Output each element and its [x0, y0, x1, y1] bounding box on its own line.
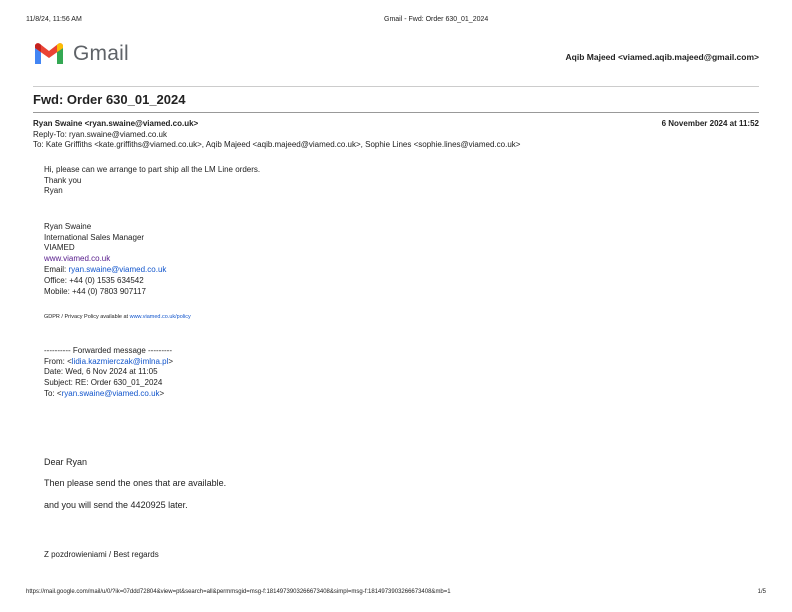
reply-line: Then please send the ones that are available. [44, 478, 227, 488]
signature-name: Ryan Swaine [44, 222, 92, 231]
reply-line: and you will send the 4420925 later. [44, 500, 188, 510]
body-line: Thank you [44, 175, 82, 185]
print-datetime: 11/8/24, 11:56 AM [26, 16, 82, 23]
account-email: Aqib Majeed <viamed.aqib.majeed@gmail.com> [565, 52, 759, 62]
gdpr-label: GDPR / Privacy Policy available at [44, 314, 130, 320]
forwarded-from-label: From: < [44, 356, 72, 366]
footer-page-number: 1/5 [757, 589, 766, 595]
gdpr-notice [44, 314, 191, 320]
gmail-wordmark: Gmail [73, 42, 129, 65]
forwarded-to-link[interactable]: ryan.swaine@viamed.co.uk [61, 389, 160, 398]
forwarded-subject: Subject: RE: Order 630_01_2024 [44, 378, 163, 387]
email-subject: Fwd: Order 630_01_2024 [33, 92, 186, 107]
sender: Ryan Swaine <ryan.swaine@viamed.co.uk> [33, 119, 199, 128]
reply-to: Reply-To: ryan.swaine@viamed.co.uk [33, 129, 167, 139]
message-date: 6 November 2024 at 11:52 [661, 119, 759, 128]
reply-closing: Z pozdrowieniami / Best regards [44, 550, 159, 559]
signature-mobile: Mobile: +44 (0) 7803 907117 [44, 287, 146, 296]
forwarded-header: ---------- Forwarded message --------- [44, 346, 172, 355]
forwarded-to [44, 389, 164, 400]
signature-website-link[interactable]: www.viamed.co.uk [44, 254, 111, 263]
top-divider [33, 86, 759, 87]
body-line: Hi, please can we arrange to part ship all the LM Line orders. [44, 165, 261, 174]
forwarded-to-label: To: < [44, 389, 62, 398]
signature-email-label: Email: [44, 265, 69, 274]
signature-office: Office: +44 (0) 1535 634542 [44, 276, 144, 285]
forwarded-to-close: > [159, 389, 165, 398]
body-line: Ryan [44, 186, 63, 195]
footer-url: https://mail.google.com/mail/u/0/?ik=07ddd72804&view=pt&search=all&permmsgid=msg-f:1814973903266673408&simpl=msg-f:1814973903266673408&mb=1 [26, 589, 451, 595]
forwarded-from-close: > [168, 356, 174, 366]
gmail-logo-icon [33, 42, 65, 66]
gdpr-policy-link[interactable]: www.viamed.co.uk/policy [129, 314, 191, 320]
forwarded-date: Date: Wed, 6 Nov 2024 at 11:05 [44, 367, 158, 376]
signature-email-row [44, 265, 166, 276]
signature-email-link[interactable]: ryan.swaine@viamed.co.uk [68, 265, 167, 274]
forwarded-from [44, 357, 173, 368]
reply-greeting: Dear Ryan [44, 457, 88, 467]
gmail-brand [33, 42, 129, 66]
subject-divider [33, 112, 759, 113]
print-title: Gmail - Fwd: Order 630_01_2024 [384, 16, 489, 23]
signature-company: VIAMED [44, 243, 75, 252]
forwarded-from-link[interactable]: lidia.kazmierczak@imlna.pl [71, 356, 169, 366]
signature-role: International Sales Manager [44, 232, 145, 242]
recipients: To: Kate Griffiths <kate.griffiths@viamed.co.uk>, Aqib Majeed <aqib.majeed@viamed.co.uk>, Sophie Lines <sophie.lines@viamed.co.uk> [33, 140, 521, 149]
